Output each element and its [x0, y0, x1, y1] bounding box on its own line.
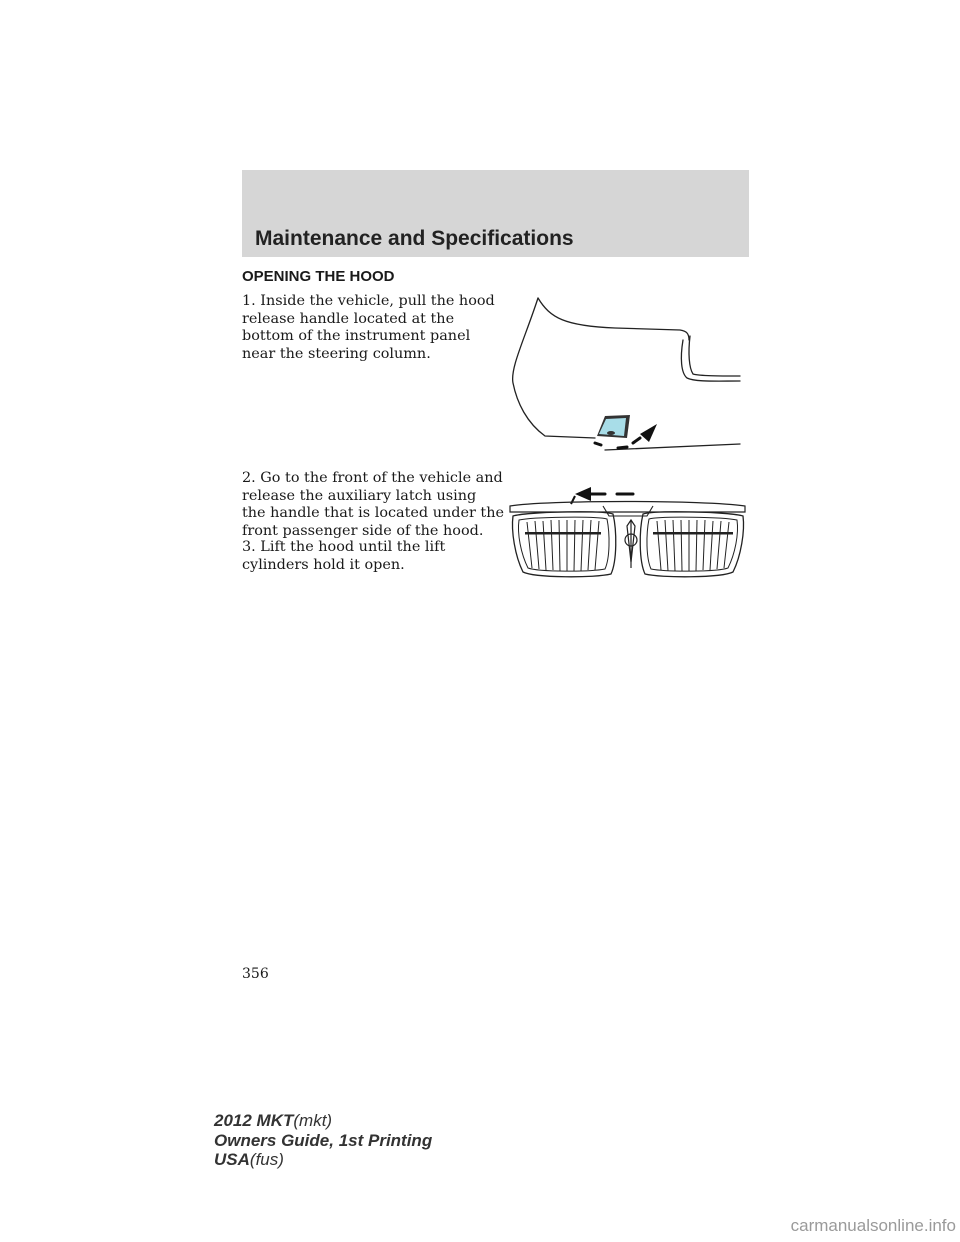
step-2-text: 2. Go to the front of the vehicle and release the auxiliary latch using the handle that is located under the front passenger side of the hood. — [242, 470, 504, 539]
footer-region: USA — [214, 1150, 250, 1169]
header-band — [242, 170, 749, 257]
footer-model: 2012 MKT — [214, 1111, 294, 1130]
page-number: 356 — [242, 966, 269, 982]
footer-model-code: (mkt) — [293, 1111, 333, 1130]
front-grille-latch-icon — [505, 476, 750, 583]
section-title: Maintenance and Specifications — [255, 227, 574, 250]
step-1-text: 1. Inside the vehicle, pull the hood release handle located at the bottom of the instrument panel near the steering column. — [242, 293, 495, 362]
footer-guide: Owners Guide, 1st Printing — [214, 1130, 433, 1150]
page-heading: OPENING THE HOOD — [242, 268, 395, 285]
hood-release-handle-icon — [505, 288, 745, 454]
watermark: carmanualsonline.info — [790, 1216, 956, 1235]
footer-region-code: (fus) — [249, 1150, 284, 1169]
footer — [214, 1111, 432, 1170]
step-3-text: 3. Lift the hood until the lift cylinders hold it open. — [242, 539, 446, 573]
